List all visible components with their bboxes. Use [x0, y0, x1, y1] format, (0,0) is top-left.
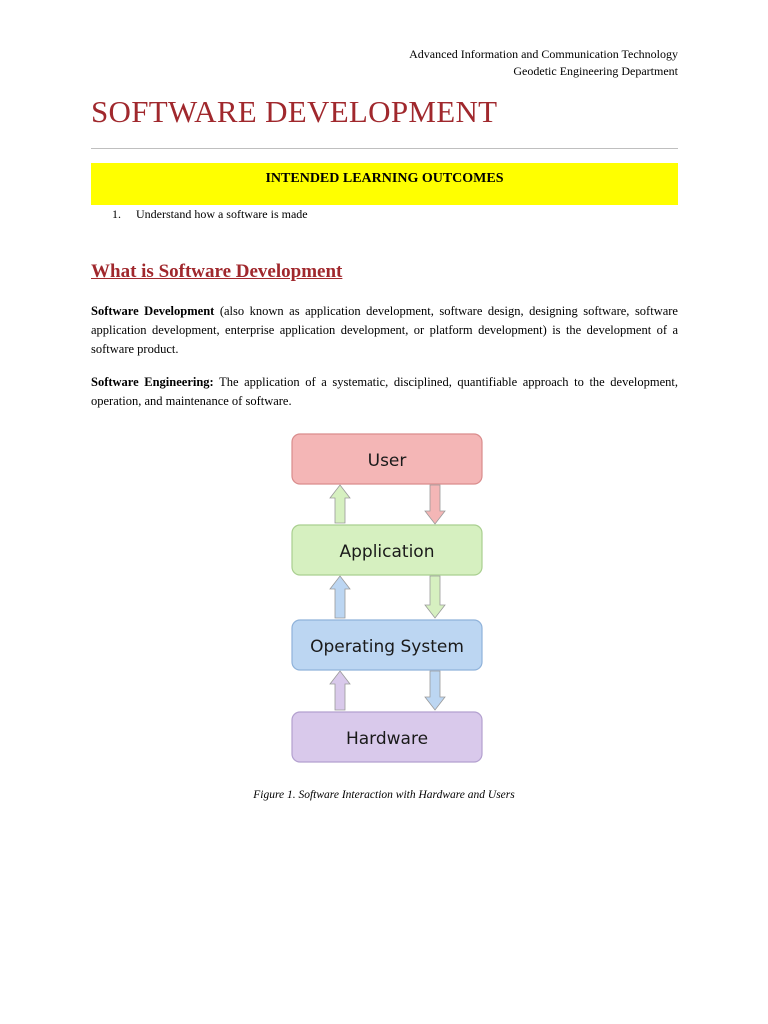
- definition-term: Software Engineering:: [91, 375, 214, 389]
- arrow-up-icon: [330, 485, 350, 523]
- arrow-down-icon: [425, 671, 445, 710]
- layer-label-application: Application: [339, 542, 435, 562]
- learning-outcomes-list: [112, 206, 308, 222]
- arrow-down-icon: [425, 485, 445, 524]
- figure-caption: Figure 1. Software Interaction with Hardware and Users: [253, 789, 515, 801]
- header-department: Geodetic Engineering Department: [513, 64, 678, 78]
- title-divider: [91, 148, 678, 149]
- definition-term: Software Development: [91, 304, 215, 318]
- header-course: Advanced Information and Communication Technology: [409, 47, 678, 61]
- definition-text: (also known as application development, software design, designing software, software application development, enterprise application development, or platform development) is the development of a software product.: [91, 304, 678, 356]
- layer-label-operating-system: Operating System: [310, 637, 464, 657]
- layer-box-user: [292, 434, 482, 484]
- learning-outcomes-heading: INTENDED LEARNING OUTCOMES: [265, 171, 504, 186]
- list-item-text: Understand how a software is made: [136, 207, 308, 221]
- list-item-number: 1.: [112, 207, 121, 221]
- definition-software-engineering: [91, 373, 678, 411]
- definition-software-development: [91, 302, 678, 359]
- definition-text: The application of a systematic, disciplined, quantifiable approach to the development, operation, and maintenance of software.: [91, 375, 678, 408]
- layer-box-operating-system: [292, 620, 482, 670]
- arrow-down-icon: [425, 576, 445, 618]
- learning-outcomes-banner: [91, 163, 678, 205]
- layer-box-application: [292, 525, 482, 575]
- layer-label-user: User: [367, 451, 407, 471]
- document-header: [409, 46, 678, 80]
- arrow-up-icon: [330, 671, 350, 710]
- layer-label-hardware: Hardware: [345, 729, 429, 749]
- list-item: [112, 206, 308, 222]
- arrow-up-icon: [330, 576, 350, 618]
- page-title: SOFTWARE DEVELOPMENT: [91, 94, 498, 129]
- layer-box-hardware: [292, 712, 482, 762]
- section-heading: What is Software Development: [91, 261, 343, 282]
- software-layers-diagram: [282, 425, 492, 770]
